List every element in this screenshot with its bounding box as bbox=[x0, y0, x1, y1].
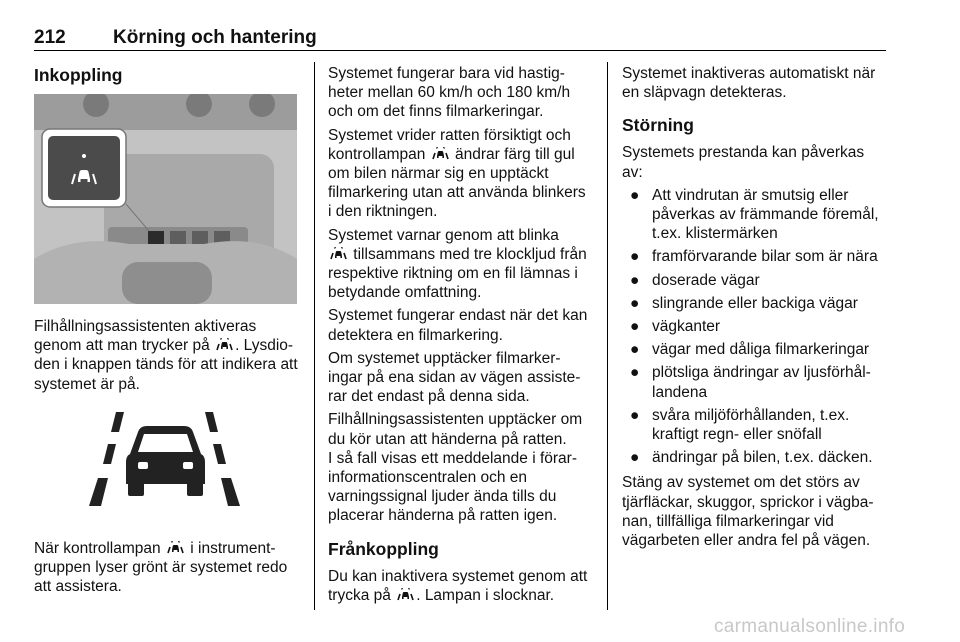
paragraph-disable-advice: Stäng av systemet om det störs av tjärfläckar, skuggor, sprickor i vägba- nan, tillfälliga filmarkeringar vid vägarbeten eller andra fel på vägen. bbox=[622, 474, 874, 550]
header-divider bbox=[34, 50, 886, 51]
paragraph-deactivation: Du kan inaktivera systemet genom att trycka på . Lampan i slocknar. bbox=[328, 567, 588, 604]
page-number: 212 bbox=[34, 27, 66, 48]
bullet-icon: ● bbox=[630, 449, 640, 467]
column-divider-1 bbox=[314, 62, 315, 610]
paragraph-indicator: När kontrollampan i instrument- gruppen lyser grönt är systemet redo att assistera. bbox=[34, 539, 288, 596]
paragraph-warning: Systemet varnar genom att blinka tillsammans med tre klockljud från respektive riktning om en fil lämnas i betydande omfattning. bbox=[328, 226, 587, 302]
list-item: ● slingrande eller backiga vägar bbox=[630, 294, 858, 312]
column-divider-2 bbox=[607, 62, 608, 610]
bullet-icon: ● bbox=[630, 341, 640, 359]
list-item: ● Att vindrutan är smutsig eller påverkas av främmande föremål, t.ex. klistermärken bbox=[630, 186, 879, 243]
page-title: Körning och hantering bbox=[113, 27, 317, 48]
lane-keep-assist-icon bbox=[216, 338, 233, 351]
bullet-icon: ● bbox=[630, 406, 640, 424]
list-item: ● ändringar på bilen, t.ex. däcken. bbox=[630, 449, 873, 467]
section-heading-frankoppling: Frånkoppling bbox=[328, 538, 439, 559]
list-item: ● svåra miljöförhållanden, t.ex. kraftigt regn- eller snöfall bbox=[630, 406, 850, 444]
paragraph-one-side: Om systemet upptäcker filmarker- ingar på ena sidan av vägen assiste- rar det endast på denna sida. bbox=[328, 349, 581, 406]
section-heading-inkoppling: Inkoppling bbox=[34, 65, 123, 85]
watermark: carmanualsonline.info bbox=[714, 616, 906, 637]
column-2 bbox=[328, 64, 594, 609]
list-item: ● vägkanter bbox=[630, 318, 721, 336]
paragraph-performance: Systemets prestanda kan påverkas av: bbox=[622, 144, 865, 181]
paragraph-trailer: Systemet inaktiveras automatiskt när en släpvagn detekteras. bbox=[622, 65, 876, 102]
paragraph-hands-off: Filhållningsassistenten upptäcker om du kör utan att händerna på ratten. I så fall visas ett meddelande i förar- informationscentralen och en varningssignal ljuder ända tills du placerar händerna på ratten igen. bbox=[328, 411, 583, 525]
column-3 bbox=[622, 64, 888, 554]
bullet-icon: ● bbox=[630, 318, 640, 336]
paragraph-activation: Filhållningsassistenten aktiveras genom att man trycker på . Lysdio- den i knappen tänds för att indikera att systemet är på. bbox=[34, 318, 298, 393]
lane-keep-assist-icon bbox=[167, 541, 184, 554]
dashboard-button-photo bbox=[34, 94, 297, 304]
bullet-icon: ● bbox=[630, 294, 640, 312]
list-item: ● plötsliga ändringar av ljusförhål- landena bbox=[630, 364, 871, 401]
bullet-icon: ● bbox=[630, 271, 640, 289]
lane-keep-assist-icon bbox=[432, 147, 449, 160]
disturbance-list bbox=[622, 186, 888, 468]
list-item: ● doserade vägar bbox=[630, 271, 760, 289]
column-1 bbox=[34, 64, 299, 600]
section-heading-storning: Störning bbox=[622, 115, 694, 136]
bullet-icon: ● bbox=[630, 186, 640, 204]
paragraph-detection: Systemet fungerar endast när det kan detektera en filmarkering. bbox=[328, 307, 588, 344]
bullet-icon: ● bbox=[630, 364, 640, 382]
list-item: ● framförvarande bilar som är nära bbox=[630, 248, 878, 266]
list-item: ● vägar med dåliga filmarkeringar bbox=[630, 341, 870, 359]
bullet-icon: ● bbox=[630, 248, 640, 266]
lane-keep-assist-icon bbox=[397, 588, 414, 601]
lane-keep-assist-icon bbox=[330, 247, 347, 260]
lane-keep-assist-indicator-figure bbox=[34, 406, 297, 524]
paragraph-steering: Systemet vrider ratten försiktigt och kontrollampan ändrar färg till gul om bilen närmar sig en upptäckt filmarkering utan att använda blinkers i den riktningen. bbox=[328, 126, 586, 221]
paragraph-speed-range: Systemet fungerar bara vid hastig- heter mellan 60 km/h och 180 km/h och om det finns filmarkeringar. bbox=[328, 65, 571, 121]
